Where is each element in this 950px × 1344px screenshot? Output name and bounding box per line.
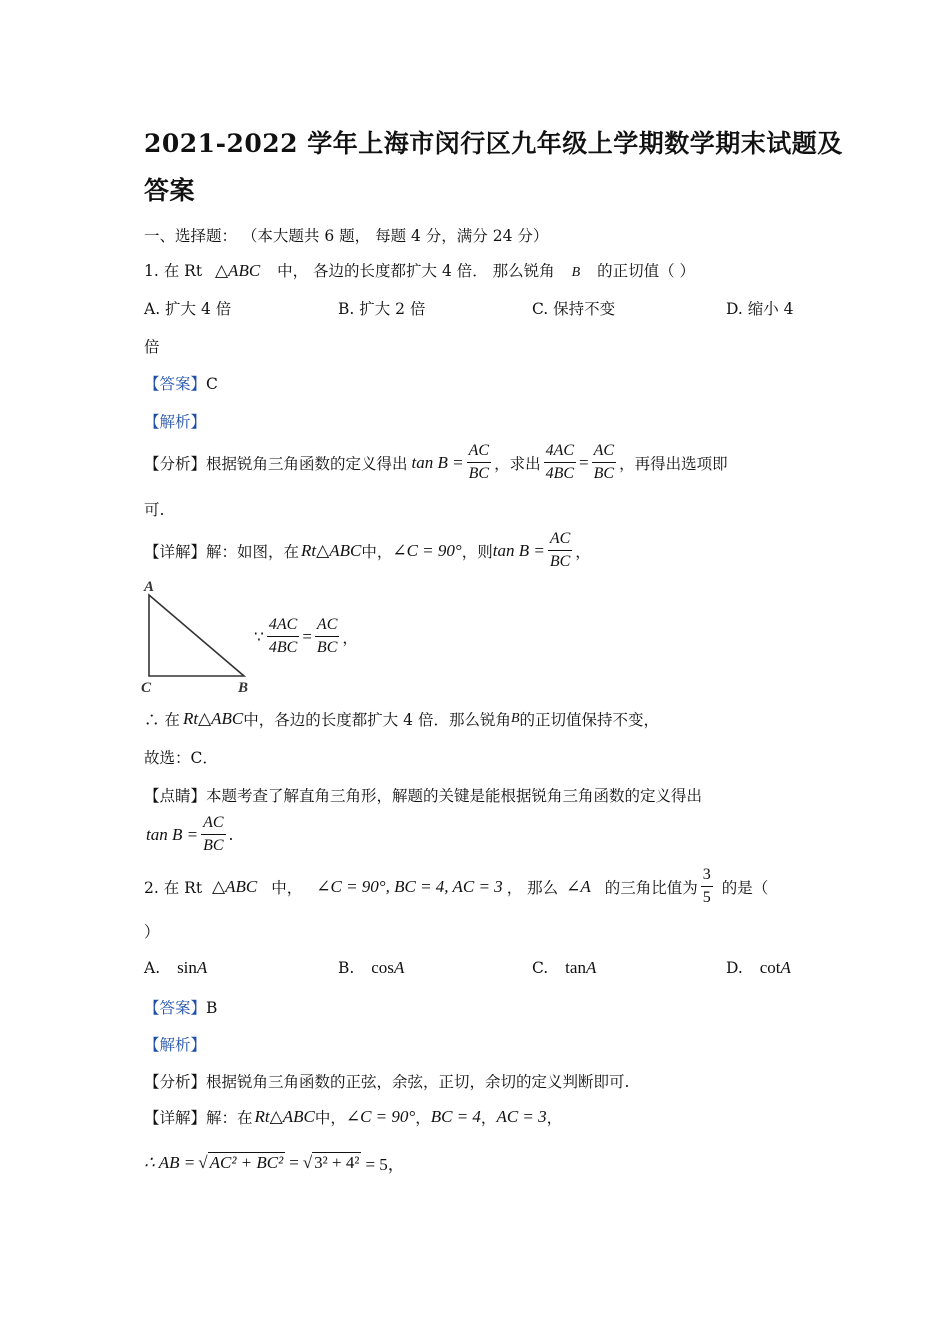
q1-therefore bbox=[144, 708, 659, 730]
fraction-ac-bc bbox=[315, 614, 339, 659]
denominator: BC bbox=[203, 837, 224, 854]
q1-therefore-mid: 中，各边的长度都扩大 4 倍．那么锐角 bbox=[243, 711, 511, 729]
radicand-2: 3² + 4² bbox=[314, 1153, 360, 1172]
q2-detail bbox=[144, 1106, 562, 1128]
q1-therefore-end: 的正切值保持不变， bbox=[519, 711, 660, 729]
q1-fenxi-wrap: 可. bbox=[144, 501, 165, 519]
option-function: cot bbox=[759, 958, 781, 977]
fraction-ac-bc bbox=[201, 812, 225, 857]
q2-detail-end: ， bbox=[546, 1109, 563, 1127]
equals-sign: = bbox=[579, 452, 589, 472]
q2-stem-ratio: 的三角比值为 bbox=[604, 878, 698, 897]
q1-fenxi-mid: ，求出 bbox=[494, 454, 541, 473]
answer-label: 【答案】 bbox=[144, 999, 207, 1017]
q2-stem-mid: 中， bbox=[271, 878, 303, 897]
numerator: AC bbox=[592, 440, 616, 463]
q1-option-a: A. 扩大 4 倍 bbox=[144, 300, 232, 318]
q2-analysis-heading: 【解析】 bbox=[144, 1036, 207, 1054]
vertex-label-a: A bbox=[144, 579, 155, 595]
q1-fenxi-tan: tan B = bbox=[411, 452, 464, 472]
q2-stem-wrap: ） bbox=[144, 923, 160, 941]
q1-stem-end: 的正切值（ ） bbox=[597, 262, 696, 280]
vertex-label-c: C bbox=[141, 680, 152, 696]
q2-option-d bbox=[726, 958, 791, 978]
triangle-shape bbox=[149, 595, 244, 676]
detail-label: 【详解】 bbox=[144, 1109, 207, 1127]
denominator: BC bbox=[468, 465, 490, 482]
q1-dianjing-tan: tan B = bbox=[146, 824, 199, 844]
q1-fenxi-end: ，再得出选项即 bbox=[619, 454, 728, 473]
option-label: B. bbox=[338, 959, 355, 977]
option-function: cos bbox=[371, 958, 394, 977]
q2-detail-mid: 中， bbox=[314, 1109, 346, 1127]
denominator: BC bbox=[593, 465, 615, 482]
q1-detail-angle: ∠C = 90° bbox=[392, 540, 462, 560]
q1-dianjing-formula bbox=[146, 812, 233, 857]
q1-therefore-prefix: ∴ 在 bbox=[144, 711, 180, 729]
denominator: 5 bbox=[702, 889, 711, 906]
fraction-ac-bc bbox=[592, 440, 616, 485]
section-heading: 一、选择题： （本大题共 6 题， 每题 4 分，满分 24 分） bbox=[144, 227, 549, 245]
q1-dianjing-text: 本题考查了解直角三角形，解题的关键是能根据锐角三角函数的定义得出 bbox=[206, 787, 703, 805]
numerator: AC bbox=[315, 614, 339, 637]
option-label: A. bbox=[144, 959, 161, 977]
q2-detail-bc: BC = 4 bbox=[430, 1107, 481, 1126]
right-triangle-figure bbox=[138, 578, 258, 696]
q1-option-c: C. 保持不变 bbox=[532, 300, 616, 318]
q1-detail-then: ，则 bbox=[461, 542, 493, 561]
because-symbol: ∵ bbox=[254, 627, 264, 646]
numerator: 3 bbox=[701, 864, 713, 887]
numerator: AC bbox=[467, 440, 491, 463]
q2-angle-a: ∠A bbox=[566, 876, 591, 896]
dianjing-label: 【点睛】 bbox=[144, 787, 207, 805]
q1-stem-middle: 中， 各边的长度都扩大 4 倍． 那么锐角 bbox=[277, 262, 555, 280]
denominator: 4BC bbox=[268, 639, 298, 656]
q2-answer bbox=[144, 996, 217, 1018]
q2-ab-result: = 5， bbox=[365, 1155, 405, 1174]
q1-detail-end: ， bbox=[575, 542, 591, 561]
vertex-label-b: B bbox=[238, 680, 249, 696]
equals-sign: = bbox=[302, 626, 312, 646]
fenxi-label: 【分析】 bbox=[144, 1073, 207, 1091]
radicand-1: AC² + BC² bbox=[209, 1153, 284, 1172]
q2-stem-end: 的是（ bbox=[721, 878, 769, 897]
q1-option-d: D. 缩小 4 bbox=[726, 300, 794, 318]
answer-label: 【答案】 bbox=[144, 375, 207, 393]
q1-triangle: △ABC bbox=[214, 261, 261, 280]
fraction-ac-bc bbox=[467, 440, 491, 485]
q2-fenxi bbox=[144, 1070, 629, 1092]
q2-ab-prefix: ∴ AB = bbox=[144, 1152, 196, 1172]
option-variable: A bbox=[780, 958, 791, 977]
q2-detail-text: 解：在 bbox=[206, 1109, 253, 1127]
q1-therefore-rt: Rt△ABC bbox=[182, 709, 244, 728]
q2-fenxi-text: 根据锐角三角函数的正弦，余弦，正切，余切的定义判断即可. bbox=[206, 1073, 630, 1091]
option-variable: A bbox=[196, 958, 208, 977]
numerator: AC bbox=[201, 812, 225, 835]
q2-conditions: ∠C = 90°, BC = 4, AC = 3 bbox=[316, 876, 503, 896]
numerator: 4AC bbox=[267, 614, 299, 637]
q2-triangle: △ABC bbox=[212, 876, 258, 896]
denominator: BC bbox=[316, 639, 338, 656]
q1-because bbox=[254, 614, 358, 659]
document-title-line2: 答案 bbox=[144, 176, 196, 205]
option-variable: A bbox=[393, 958, 405, 977]
q1-detail-mid: 中， bbox=[361, 542, 393, 561]
equals-sign: = bbox=[289, 1152, 299, 1172]
q1-analysis-heading: 【解析】 bbox=[144, 413, 207, 431]
sqrt-symbol-icon: √ bbox=[198, 1152, 208, 1172]
option-label: C. bbox=[532, 959, 549, 977]
q1-answer bbox=[144, 372, 218, 394]
q2-stem bbox=[144, 864, 768, 909]
q1-option-d-wrap: 倍 bbox=[144, 338, 160, 356]
document-title-line1: 2021-2022 学年上海市闵行区九年级上学期数学期末试题及 bbox=[144, 129, 843, 158]
q2-detail-angle: ∠C = 90° bbox=[345, 1107, 416, 1126]
q2-detail-ac: AC = 3 bbox=[496, 1107, 547, 1126]
option-variable: A bbox=[585, 958, 597, 977]
q2-option-c bbox=[532, 958, 596, 978]
q1-detail-text: 解：如图，在 bbox=[206, 542, 300, 561]
q1-fenxi-text: 根据锐角三角函数的定义得出 bbox=[206, 454, 408, 473]
q1-detail bbox=[144, 528, 591, 573]
fenxi-label: 【分析】 bbox=[144, 454, 207, 473]
q1-fenxi bbox=[144, 440, 728, 485]
denominator: BC bbox=[549, 553, 571, 570]
sqrt-symbol-icon: √ bbox=[302, 1152, 313, 1172]
q2-stem-prefix: 2. 在 Rt bbox=[144, 878, 203, 897]
option-label: D. bbox=[726, 959, 743, 977]
q1-therefore-var: B bbox=[510, 711, 520, 726]
option-function: sin bbox=[177, 958, 197, 977]
q2-answer-value: B bbox=[206, 999, 218, 1017]
q1-because-end: ， bbox=[342, 628, 358, 647]
fraction-3-5 bbox=[701, 864, 713, 909]
q1-dianjing bbox=[144, 784, 702, 806]
q1-var-b: B bbox=[571, 265, 581, 280]
q1-option-b: B. 扩大 2 倍 bbox=[338, 300, 426, 318]
q1-stem bbox=[144, 259, 695, 281]
q1-detail-tan: tan B = bbox=[492, 540, 545, 560]
q1-dianjing-end: . bbox=[228, 825, 234, 844]
q1-answer-value: C bbox=[206, 375, 218, 393]
fraction-ac-bc bbox=[548, 528, 572, 573]
q2-option-b bbox=[338, 958, 404, 978]
fraction-4ac-4bc bbox=[544, 440, 576, 485]
q2-ab-formula bbox=[144, 1150, 405, 1175]
separator: ， bbox=[415, 1109, 431, 1127]
q1-detail-rt: Rt△ABC bbox=[301, 540, 362, 560]
option-function: tan bbox=[565, 958, 586, 977]
q1-choose: 故选：C． bbox=[144, 749, 218, 767]
separator: ， bbox=[480, 1109, 497, 1127]
q2-detail-rt: Rt△ABC bbox=[254, 1107, 315, 1126]
denominator: 4BC bbox=[545, 465, 575, 482]
fraction-4ac-4bc bbox=[267, 614, 299, 659]
q2-stem-then: ， 那么 bbox=[506, 878, 559, 897]
numerator: AC bbox=[548, 528, 572, 551]
numerator: 4AC bbox=[544, 440, 576, 463]
q2-option-a bbox=[144, 958, 207, 978]
detail-label: 【详解】 bbox=[144, 542, 207, 561]
q1-stem-prefix: 1. 在 Rt bbox=[144, 262, 203, 280]
